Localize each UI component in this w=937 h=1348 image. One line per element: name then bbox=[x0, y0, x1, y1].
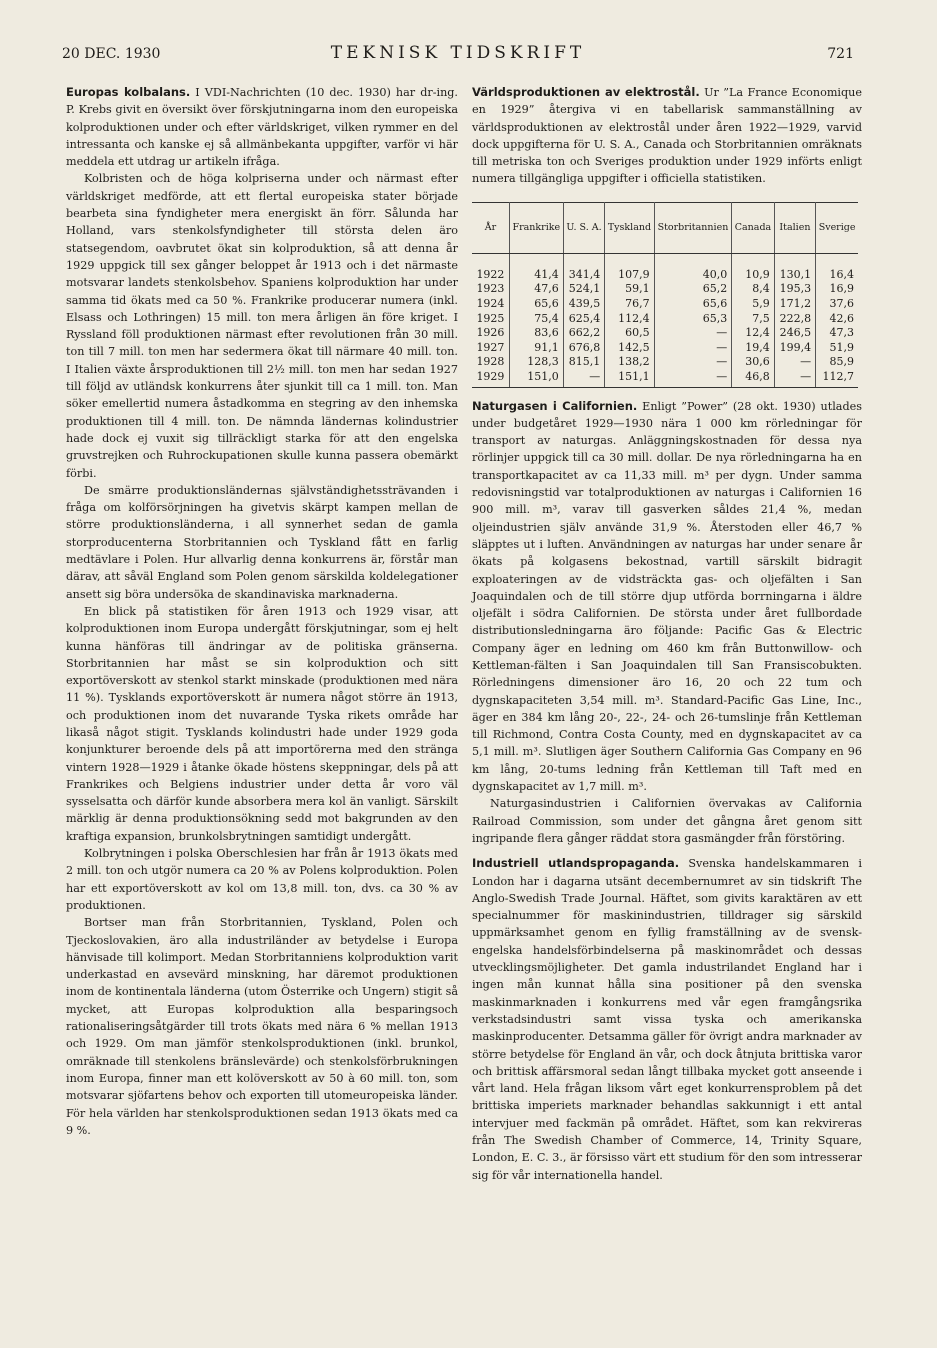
article-text: I VDI-Nachrichten (10 dec. 1930) har dr-ing. P. Krebs givit en översikt över förskjutningarna inom den europeiska kolproduktionen under och efter världskriget, vilken rymmer en del intressanta och kanske ej så allmänbekanta uppgifter, varför vi här meddela ett utdrag ur artikeln ifråga. bbox=[66, 86, 458, 169]
article-paragraph bbox=[472, 855, 862, 1184]
table-cell: 47,6 bbox=[509, 282, 563, 297]
table-header-cell: Storbritannien bbox=[654, 202, 732, 253]
table-cell: 439,5 bbox=[563, 297, 604, 312]
article-paragraph: Kolbrytningen i polska Oberschlesien har från år 1913 ökats med 2 mill. ton och utgör numera ca 20 % av Polens kolproduktion. Polen har ett exportöverskott av kol om 13,8 mill. ton, dvs. ca 30 % av produktionen. bbox=[66, 847, 458, 912]
table-year-cell: 1923 bbox=[472, 282, 509, 297]
table-cell: 151,0 bbox=[509, 370, 563, 387]
article-paragraph: Naturgasindustrien i Californien övervakas av California Railroad Commission, som under det gångna året genom sitt ingripande flera gånger räddat stora gasmängder från förstöring. bbox=[472, 797, 862, 845]
table-cell: 341,4 bbox=[563, 253, 604, 282]
table-cell: 5,9 bbox=[732, 297, 774, 312]
right-column bbox=[472, 84, 862, 1184]
table-cell: 524,1 bbox=[563, 282, 604, 297]
table-cell: 65,6 bbox=[654, 297, 732, 312]
table-cell: 222,8 bbox=[774, 312, 815, 327]
table-cell: 83,6 bbox=[509, 326, 563, 341]
table-cell: 40,0 bbox=[654, 253, 732, 282]
article-paragraph: Kolbristen och de höga kolpriserna under och närmast efter världskriget medförde, att ett flertal europeiska stater började bearbeta sina fyndigheter mera energiskt än förr. Sålunda har Holland, vars stenkolsfyndigheter till största delen äro statsegendom, oavbrutet ökat sin kolproduktion, så att denna år 1929 uppgick till sex gånger beloppet år 1913 och i det närmaste motsvarar landets stenkolsbehov. Spaniens kolproduktion har under samma tid ökats med ca 50 %. Frankrike producerar numera (inkl. Elsass och Lothringen) 15 mill. ton mera årligen än före kriget. I Ryssland föll produktionen närmast efter revolutionen från 30 mill. ton till 7 mill. ton men har sedermera ökat till närmare 40 mill. ton. I Italien växte årsproduktionen till 2½ mill. ton men har sedan 1927 till följd av utländsk konkurrens åter sjunkit till ca 1 mill. ton. Man söker emellertid numera åstadkomma en stegring av den inhemska produktionen till 4 mill. ton. De nämnda ländernas kolindustrier hade dock ej vuxit sig tillräckligt starka för att den engelska gruvstrejken och Ruhrockupationen skulle kunna passera obemärkt förbi. bbox=[66, 172, 458, 480]
left-column bbox=[66, 84, 458, 1139]
table-cell: 625,4 bbox=[563, 312, 604, 327]
table-cell: — bbox=[654, 355, 732, 370]
table-header-cell: Frankrike bbox=[509, 202, 563, 253]
table-header-cell: Tyskland bbox=[605, 202, 654, 253]
table-cell: — bbox=[774, 355, 815, 370]
table-header-cell: Italien bbox=[774, 202, 815, 253]
table-year-cell: 1926 bbox=[472, 326, 509, 341]
table-cell: 10,9 bbox=[732, 253, 774, 282]
table-cell: 41,4 bbox=[509, 253, 563, 282]
table-row bbox=[472, 282, 858, 297]
table-cell: — bbox=[654, 341, 732, 356]
table-cell: 51,9 bbox=[829, 340, 854, 354]
table-cell: 171,2 bbox=[774, 297, 815, 312]
table-header-cell: Sverige bbox=[816, 202, 858, 253]
table-cell: 65,3 bbox=[654, 312, 732, 327]
table-cell: — bbox=[654, 370, 732, 387]
table-year-cell: 1929 bbox=[472, 370, 509, 387]
article-paragraph bbox=[66, 84, 458, 170]
article-paragraph bbox=[472, 84, 862, 188]
table-cell: — bbox=[563, 370, 604, 387]
table-year-cell: 1927 bbox=[472, 341, 509, 356]
table-cell: 112,4 bbox=[605, 312, 654, 327]
page-header bbox=[62, 43, 854, 72]
table-cell: 662,2 bbox=[563, 326, 604, 341]
article-title-kolbalans: Europas kolbalans. bbox=[66, 85, 191, 99]
table-cell: 60,5 bbox=[605, 326, 654, 341]
article-paragraph: De smärre produktionsländernas självständighetssträvanden i fråga om kolförsörjningen ha givetvis skärpt kampen mellan de större produktionsländerna, i all synnerhet sedan de gamla storproducenterna Storbritannien och Tyskland fått en farlig medtävlare i Polen. Hur allvarlig denna konkurrens är, förstår man därav, att såväl England som Polen genom särskilda koldelegationer ansett sig böra undersöka de skandinaviska marknaderna. bbox=[66, 483, 458, 601]
table-cell: 65,6 bbox=[509, 297, 563, 312]
article-paragraph: Bortser man från Storbritannien, Tyskland, Polen och Tjeckoslovakien, äro alla industriländer av betydelse i Europa hänvisade till kolimport. Medan Storbritanniens kolproduktion varit underkastad en avsevärd minskning, har däremot produktionen inom de kontinentala länderna (utom Österrike och Ungern) stigit så mycket, att Europas kolproduktion alla besparingsoch rationaliseringsåtgärder till trots ökats med nära 6 % mellan 1913 och 1929. Om man jämför stenkolsproduktionen (inkl. brunkol, omräknade till stenkolens bränslevärde) och stenkolsförbrukningen inom Europa, finner man ett kolöverskott av 50 à 60 mill. ton, som motsvarar sjöfartens behov och exporten till utomeuropeiska länder. För hela världen har stenkolsproduktionen sedan 1913 ökats med ca 9 %. bbox=[66, 916, 458, 1137]
table-header-cell: U. S. A. bbox=[563, 202, 604, 253]
table-cell: — bbox=[654, 326, 732, 341]
article-paragraph bbox=[472, 398, 862, 796]
table-cell: 75,4 bbox=[509, 312, 563, 327]
article-title-elektrostal: Världsproduktionen av elektrostål. bbox=[472, 85, 700, 99]
article-text: Ur ”La France Economique en 1929” återgiva vi en tabellarisk sammanställning av världsproduktionen av elektrostål under åren 1922—1929, varvid dock uppgifterna för U. S. A., Canada och Storbritannien omräknats till metriska ton och Sveriges produktion under 1929 införts enligt numera tillgängliga uppgifter i officiella statistiken. bbox=[472, 86, 862, 186]
table-cell: 76,7 bbox=[605, 297, 654, 312]
table-cell: 37,6 bbox=[829, 296, 854, 310]
table-cell: 91,1 bbox=[509, 341, 563, 356]
table-cell: 130,1 bbox=[774, 253, 815, 282]
table-cell: 30,6 bbox=[732, 355, 774, 370]
table-cell: 246,5 bbox=[774, 326, 815, 341]
table-cell: 142,5 bbox=[605, 341, 654, 356]
article-title-naturgasen: Naturgasen i Californien. bbox=[472, 398, 638, 413]
article-title-propaganda: Industriell utlandspropaganda. bbox=[472, 856, 680, 871]
table-cell: 42,6 bbox=[829, 311, 854, 325]
table-cell: 65,2 bbox=[654, 282, 732, 297]
table-cell: 199,4 bbox=[774, 341, 815, 356]
table-year-cell: 1928 bbox=[472, 355, 509, 370]
table-row bbox=[472, 312, 858, 327]
electro-steel-table bbox=[472, 202, 858, 388]
table-cell: — bbox=[774, 370, 815, 387]
table-cell: 16,9 bbox=[829, 282, 854, 296]
table-cell: 47,3 bbox=[829, 326, 854, 340]
article-paragraph: En blick på statistiken för åren 1913 och 1929 visar, att kolproduktionen inom Europa undergått förskjutningar, som ej helt kunna hänföras till ändringar av de politiska gränserna. Storbritannien har måst se sin kolproduktion och sitt exportöverskott av stenkol starkt minskade (produktionen med nära 11 %). Tysklands exportöverskott är numera något större än 1913, och produktionen inom det nuvarande Tyska rikets område har likaså något stigit. Tysklands kolindustri hade under 1929 goda konjunkturer beroende dels på att importörerna med den stränga vintern 1928—1929 i åtanke ökade höstens skeppningar, dels på att Frankrikes och Belgiens industrier under detta år voro väl sysselsatta och därför kunde absorbera mera kol än vanligt. Särskilt märklig är denna produktionsökning sedd mot bakgrunden av den kraftiga expansion, brunkolsbrytningen samtidigt undergått. bbox=[66, 604, 458, 843]
table-cell: 19,4 bbox=[732, 341, 774, 356]
page-number: 721 bbox=[827, 46, 854, 62]
table-cell: 8,4 bbox=[732, 282, 774, 297]
table-row bbox=[472, 253, 858, 282]
table-cell: 151,1 bbox=[605, 370, 654, 387]
table-row bbox=[472, 370, 858, 387]
table-year-cell: 1924 bbox=[472, 297, 509, 312]
table-cell: 59,1 bbox=[605, 282, 654, 297]
table-header-cell: År bbox=[472, 202, 509, 253]
table-year-cell: 1925 bbox=[472, 312, 509, 327]
table-cell: 107,9 bbox=[605, 253, 654, 282]
table-cell: 128,3 bbox=[509, 355, 563, 370]
table-cell: 12,4 bbox=[732, 326, 774, 341]
table-cell: 676,8 bbox=[563, 341, 604, 356]
table-body bbox=[472, 253, 858, 387]
issue-date: 20 DEC. 1930 bbox=[62, 46, 161, 62]
table-header-cell: Canada bbox=[732, 202, 774, 253]
journal-title: TEKNISK TIDSKRIFT bbox=[330, 43, 586, 63]
table-row bbox=[472, 341, 858, 356]
article-text: Svenska handelskammaren i London har i dagarna utsänt decembernumret av sin tidskrift The Anglo-Swedish Trade Journal. Häftet, som givits karaktären av ett specialnummer för maskinindustrien, tilldrager sig särskild uppmärksamhet genom en fyllig framställning av de svensk-engelska handelsförbindelserna på maskinområdet och dessas utvecklingsmöjligheter. Det gamla industrilandet England har i ingen mån kunnat hålla sina positioner på den svenska maskinmarknaden i konkurrens med vår egen framgångsrika verkstadsindustri samt vissa tyska och amerikanska maskinproducenter. Detsamma gäller för övrigt andra marknader av större betydelse för England än vår, och dock åtnjuta brittiska varor och brittisk affärsmoral sedan långt tillbaka mycket gott anseende i vårt land. Hela frågan liksom vårt eget konkurrensproblem på det brittiska imperiets marknader behandlas sakkunnigt i ett antal intervjuer med fackmän på området. Häftet, som kan rekvireras från The Swedish Chamber of Commerce, 14, Trinity Square, London, E. C. 3., är försisso värt ett studium för den som intresserar sig för vår internationella handel. bbox=[472, 857, 863, 1182]
table-cell: 195,3 bbox=[774, 282, 815, 297]
table-row bbox=[472, 355, 858, 370]
table-cell: 815,1 bbox=[563, 355, 604, 370]
table-year-cell: 1922 bbox=[472, 253, 509, 282]
article-text: Enligt ”Power” (28 okt. 1930) utlades under budgetåret 1929—1930 nära 1 000 km rörledningar för transport av naturgas. Anläggningskostnaden för dessa nya rörlinjer uppgick till ca 30 mill. dollar. De nya rörledningarna ha en transportkapacitet av ca 11,33 mill. m³ per dygn. Under samma redovisningstid var totalproduktionen av naturgas i Californien 16 900 mill. m³, varav till gasverken såldes 21,4 %, medan oljeindustrien själv använde 31,9 %. Återstoden eller 46,7 % släpptes ut i luften. Användningen av naturgas har under senare år ökats på kolgasens bekostnad, vartill särskilt bidragit exploateringen av de vidsträckta gas- och oljefälten i San Joaquindalen och de till större djup utförda borrningarna i äldre oljefält i södra Californien. De största under året fullbordade distributionsledningarna äro följande: Pacific Gas & Electric Company äger en ledning om 460 km från Buttonwillow- och Kettleman-fälten i San Joaquindalen till San Fransiscobukten. Rörledningens dimensioner äro 16, 20 och 22 tum och dygnskapaciteten 3,54 mill. m³. Standard-Pacific Gas Line, Inc., äger en 384 km lång 20-, 22-, 24- och 26-tumslinje från Kettleman till Richmond, Contra Costa County, med en dygnskapacitet av ca 5,1 mill. m³. Slutligen äger Southern California Gas Company en 96 km lång, 20-tums ledning från Kettleman till Taft med en dygnskapacitet av 1,7 mill. m³. bbox=[472, 399, 862, 794]
table-cell: 46,8 bbox=[732, 370, 774, 387]
table-header-row bbox=[472, 202, 858, 253]
table-cell: 112,7 bbox=[816, 370, 858, 387]
table-cell: 85,9 bbox=[829, 355, 854, 369]
table-cell: 138,2 bbox=[605, 355, 654, 370]
table-row bbox=[472, 297, 858, 312]
table-row bbox=[472, 326, 858, 341]
table-cell: 16,4 bbox=[829, 267, 854, 281]
table-cell: 7,5 bbox=[732, 312, 774, 327]
